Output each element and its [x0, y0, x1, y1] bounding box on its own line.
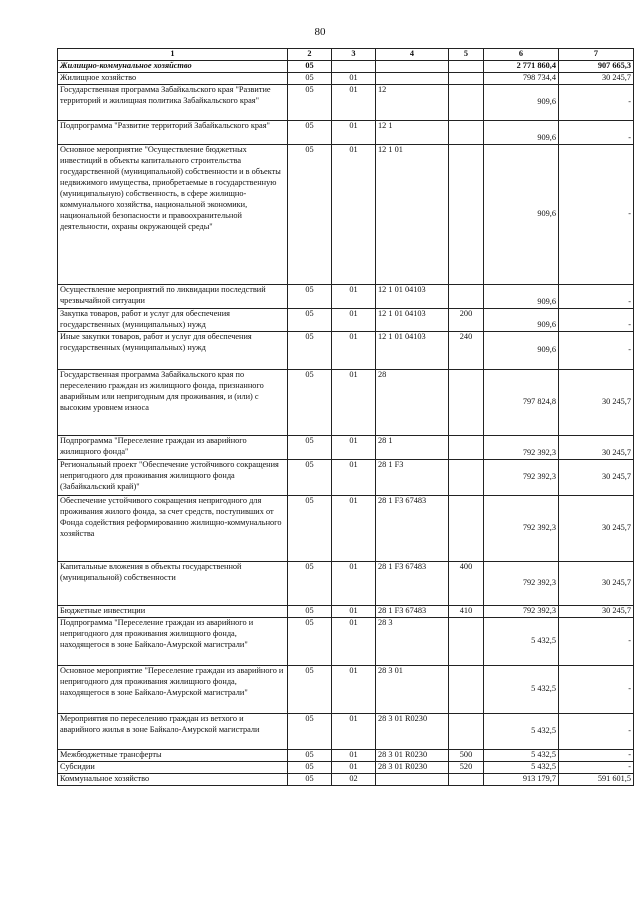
section-code: 05 — [288, 749, 332, 761]
row-name: Жилищно-коммунальное хозяйство — [58, 61, 288, 73]
table-row — [58, 61, 634, 73]
amount-col6: 797 824,8 — [484, 369, 559, 435]
subsection-code: 02 — [332, 773, 376, 785]
target-article-code: 28 1 F3 67483 — [376, 605, 449, 617]
expense-type-code — [449, 85, 484, 121]
amount-col7: 30 245,7 — [559, 605, 634, 617]
row-name: Мероприятия по переселению граждан из ветхого и аварийного жилья в зоне Байкало-Амурской магистрали — [58, 713, 288, 749]
target-article-code: 12 1 01 04103 — [376, 309, 449, 332]
target-article-code: 28 1 F3 — [376, 459, 449, 495]
target-article-code: 28 3 01 R0230 — [376, 713, 449, 749]
expense-type-code — [449, 73, 484, 85]
expense-type-code — [449, 285, 484, 309]
expense-type-code — [449, 495, 484, 561]
section-code: 05 — [288, 561, 332, 605]
table-row — [58, 773, 634, 785]
amount-col6: 909,6 — [484, 285, 559, 309]
amount-col7: 30 245,7 — [559, 459, 634, 495]
target-article-code: 28 3 01 — [376, 665, 449, 713]
amount-col7: 30 245,7 — [559, 73, 634, 85]
expense-type-code: 200 — [449, 309, 484, 332]
expense-type-code — [449, 121, 484, 145]
column-number: 6 — [484, 49, 559, 61]
section-code: 05 — [288, 331, 332, 369]
table-row — [58, 331, 634, 369]
amount-col6: 792 392,3 — [484, 459, 559, 495]
amount-col6: 5 432,5 — [484, 665, 559, 713]
amount-col6: 5 432,5 — [484, 749, 559, 761]
amount-col6: 909,6 — [484, 145, 559, 285]
column-number: 4 — [376, 49, 449, 61]
expense-type-code — [449, 61, 484, 73]
row-name: Жилищное хозяйство — [58, 73, 288, 85]
amount-col6: 792 392,3 — [484, 435, 559, 459]
table-row — [58, 73, 634, 85]
row-name: Субсидии — [58, 761, 288, 773]
row-name: Осуществление мероприятий по ликвидации последствий чрезвычайной ситуации — [58, 285, 288, 309]
target-article-code: 12 1 01 — [376, 145, 449, 285]
expense-type-code: 520 — [449, 761, 484, 773]
amount-col6: 798 734,4 — [484, 73, 559, 85]
target-article-code: 12 1 — [376, 121, 449, 145]
subsection-code: 01 — [332, 605, 376, 617]
table-row — [58, 713, 634, 749]
target-article-code: 12 1 01 04103 — [376, 331, 449, 369]
target-article-code — [376, 73, 449, 85]
row-name: Бюджетные инвестиции — [58, 605, 288, 617]
amount-col6: 909,6 — [484, 331, 559, 369]
amount-col7: - — [559, 749, 634, 761]
expense-type-code: 240 — [449, 331, 484, 369]
row-name: Капитальные вложения в объекты государственной (муниципальной) собственности — [58, 561, 288, 605]
table-row — [58, 369, 634, 435]
amount-col6: 909,6 — [484, 121, 559, 145]
amount-col7: - — [559, 713, 634, 749]
column-number: 7 — [559, 49, 634, 61]
row-name: Региональный проект "Обеспечение устойчивого сокращения непригодного для проживания жилищного фонда (Забайкальский край)" — [58, 459, 288, 495]
subsection-code: 01 — [332, 331, 376, 369]
row-name: Коммунальное хозяйство — [58, 773, 288, 785]
table-row — [58, 749, 634, 761]
budget-table — [57, 48, 634, 786]
amount-col6: 5 432,5 — [484, 761, 559, 773]
amount-col6: 792 392,3 — [484, 495, 559, 561]
amount-col6: 792 392,3 — [484, 561, 559, 605]
amount-col6: 5 432,5 — [484, 713, 559, 749]
expense-type-code: 500 — [449, 749, 484, 761]
target-article-code — [376, 773, 449, 785]
section-code: 05 — [288, 61, 332, 73]
amount-col7: - — [559, 85, 634, 121]
subsection-code: 01 — [332, 285, 376, 309]
amount-col6: 5 432,5 — [484, 617, 559, 665]
row-name: Закупка товаров, работ и услуг для обеспечения государственных (муниципальных) нужд — [58, 309, 288, 332]
expense-type-code — [449, 369, 484, 435]
section-code: 05 — [288, 459, 332, 495]
subsection-code: 01 — [332, 617, 376, 665]
row-name: Государственная программа Забайкальского края "Развитие территорий и жилищная политика Забайкальского края" — [58, 85, 288, 121]
subsection-code: 01 — [332, 73, 376, 85]
expense-type-code — [449, 773, 484, 785]
amount-col7: - — [559, 121, 634, 145]
row-name: Подпрограмма "Переселение граждан из аварийного и непригодного для проживания жилищного фонда, находящегося в зоне Байкало-Амурской магистрали" — [58, 617, 288, 665]
table-row — [58, 309, 634, 332]
row-name: Межбюджетные трансферты — [58, 749, 288, 761]
amount-col7: - — [559, 309, 634, 332]
section-code: 05 — [288, 713, 332, 749]
subsection-code: 01 — [332, 145, 376, 285]
table-row — [58, 285, 634, 309]
section-code: 05 — [288, 773, 332, 785]
expense-type-code: 410 — [449, 605, 484, 617]
row-name: Обеспечение устойчивого сокращения непригодного для проживания жилого фонда, за счет средств, поступивших от Фонда содействия реформированию жилищно-коммунального хозяйства — [58, 495, 288, 561]
section-code: 05 — [288, 285, 332, 309]
amount-col7: - — [559, 285, 634, 309]
amount-col7: 30 245,7 — [559, 561, 634, 605]
subsection-code: 01 — [332, 761, 376, 773]
subsection-code: 01 — [332, 713, 376, 749]
target-article-code: 12 — [376, 85, 449, 121]
subsection-code: 01 — [332, 435, 376, 459]
expense-type-code — [449, 145, 484, 285]
table-row — [58, 121, 634, 145]
subsection-code: 01 — [332, 309, 376, 332]
row-name: Иные закупки товаров, работ и услуг для обеспечения государственных (муниципальных) нужд — [58, 331, 288, 369]
section-code: 05 — [288, 145, 332, 285]
target-article-code: 28 3 01 R0230 — [376, 761, 449, 773]
amount-col6: 909,6 — [484, 85, 559, 121]
target-article-code — [376, 61, 449, 73]
row-name: Государственная программа Забайкальского края по переселению граждан из жилищного фонда, признанного аварийным или непригодным для проживания, и (или) с высоким уровнем износа — [58, 369, 288, 435]
amount-col7: - — [559, 665, 634, 713]
page-number: 80 — [314, 26, 326, 38]
expense-type-code — [449, 665, 484, 713]
expense-type-code — [449, 617, 484, 665]
expense-type-code: 400 — [449, 561, 484, 605]
subsection-code: 01 — [332, 665, 376, 713]
amount-col7: 30 245,7 — [559, 435, 634, 459]
section-code: 05 — [288, 121, 332, 145]
table-row — [58, 459, 634, 495]
row-name: Основное мероприятие "Переселение граждан из аварийного и непригодного для проживания жилищного фонда, находящегося в зоне Байкало-Амурской магистрали" — [58, 665, 288, 713]
table-row — [58, 495, 634, 561]
section-code: 05 — [288, 73, 332, 85]
subsection-code: 01 — [332, 459, 376, 495]
amount-col7: - — [559, 331, 634, 369]
section-code: 05 — [288, 761, 332, 773]
table-row — [58, 665, 634, 713]
amount-col7: - — [559, 617, 634, 665]
subsection-code — [332, 61, 376, 73]
amount-col7: 30 245,7 — [559, 495, 634, 561]
table-row — [58, 435, 634, 459]
section-code: 05 — [288, 309, 332, 332]
table-row — [58, 561, 634, 605]
section-code: 05 — [288, 369, 332, 435]
subsection-code: 01 — [332, 121, 376, 145]
expense-type-code — [449, 459, 484, 495]
amount-col6: 2 771 860,4 — [484, 61, 559, 73]
section-code: 05 — [288, 665, 332, 713]
column-number: 2 — [288, 49, 332, 61]
section-code: 05 — [288, 617, 332, 665]
amount-col7: 907 665,3 — [559, 61, 634, 73]
column-number: 1 — [58, 49, 288, 61]
row-name: Подпрограмма "Переселение граждан из аварийного жилищного фонда" — [58, 435, 288, 459]
table-row — [58, 145, 634, 285]
column-number: 3 — [332, 49, 376, 61]
target-article-code: 28 1 F3 67483 — [376, 495, 449, 561]
section-code: 05 — [288, 495, 332, 561]
amount-col6: 909,6 — [484, 309, 559, 332]
row-name: Подпрограмма "Развитие территорий Забайкальского края" — [58, 121, 288, 145]
amount-col6: 913 179,7 — [484, 773, 559, 785]
table-row — [58, 85, 634, 121]
expense-type-code — [449, 713, 484, 749]
column-number-row — [58, 49, 634, 61]
target-article-code: 12 1 01 04103 — [376, 285, 449, 309]
column-number: 5 — [449, 49, 484, 61]
row-name: Основное мероприятие "Осуществление бюджетных инвестиций в объекты капитального строительства государственной (муниципальной) собственности и в объекты недвижимого имущества, приобретаемые в государственную (муниципальную) собственность, в сфере жилищно-коммунального хозяйства, национальной экономики, национальной безопасности и правоохранительной деятельности, охраны окружающей среды" — [58, 145, 288, 285]
target-article-code: 28 — [376, 369, 449, 435]
target-article-code: 28 3 — [376, 617, 449, 665]
target-article-code: 28 1 — [376, 435, 449, 459]
subsection-code: 01 — [332, 369, 376, 435]
section-code: 05 — [288, 605, 332, 617]
subsection-code: 01 — [332, 561, 376, 605]
expense-type-code — [449, 435, 484, 459]
target-article-code: 28 3 01 R0230 — [376, 749, 449, 761]
amount-col7: 30 245,7 — [559, 369, 634, 435]
table-row — [58, 761, 634, 773]
amount-col7: 591 601,5 — [559, 773, 634, 785]
target-article-code: 28 1 F3 67483 — [376, 561, 449, 605]
section-code: 05 — [288, 435, 332, 459]
amount-col6: 792 392,3 — [484, 605, 559, 617]
amount-col7: - — [559, 761, 634, 773]
amount-col7: - — [559, 145, 634, 285]
subsection-code: 01 — [332, 495, 376, 561]
subsection-code: 01 — [332, 85, 376, 121]
table-row — [58, 605, 634, 617]
subsection-code: 01 — [332, 749, 376, 761]
section-code: 05 — [288, 85, 332, 121]
table-row — [58, 617, 634, 665]
